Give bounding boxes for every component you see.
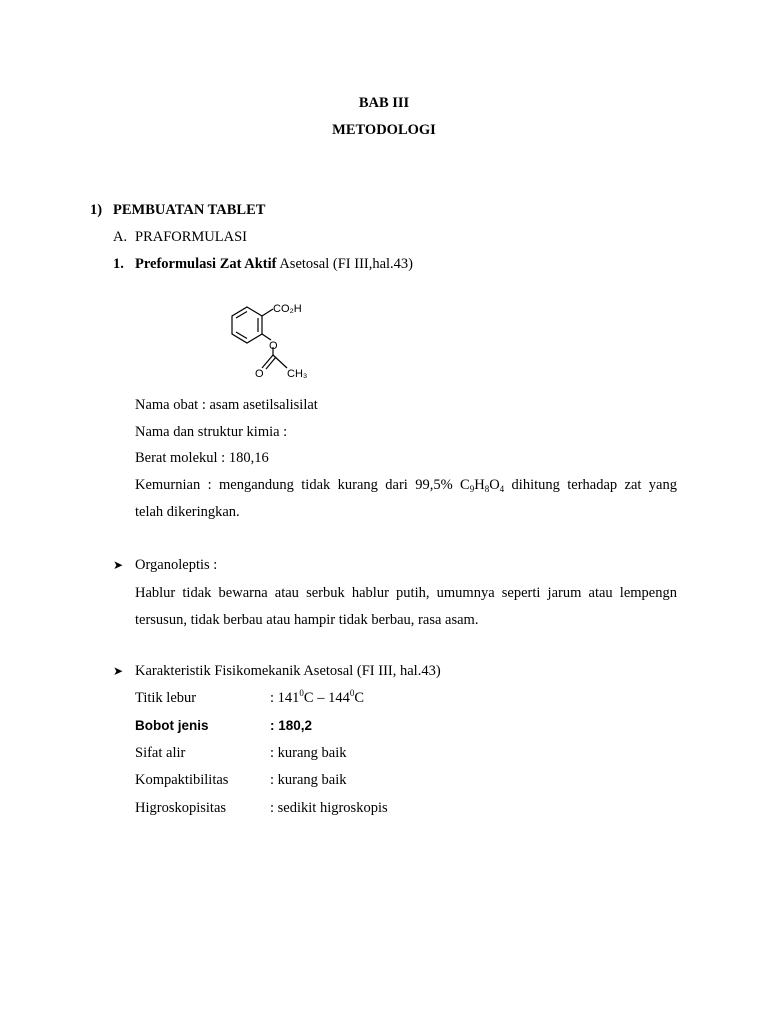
titik-value-a: : 141 xyxy=(270,690,300,706)
titik-value-c: C xyxy=(354,690,364,706)
item-heading xyxy=(135,257,413,272)
item-number: 1. xyxy=(113,256,124,272)
item-rest: Asetosal (FI III,hal.43) xyxy=(279,256,414,272)
carbonyl-oxygen-label: O xyxy=(255,368,264,380)
degree-sup: 0 xyxy=(349,688,355,698)
methyl-label: CH₃ xyxy=(287,368,308,380)
organoleptis-line2: tersusun, tidak berbau atau hampir tidak berbau, rasa asam. xyxy=(135,612,479,628)
kemurnian-line2: telah dikeringkan. xyxy=(135,504,240,520)
bobot-jenis-label: Bobot jenis xyxy=(135,718,209,733)
formula-sub-o: 4 xyxy=(499,484,505,494)
formula-sub-c: 9 xyxy=(469,484,475,494)
nama-struktur: Nama dan struktur kimia : xyxy=(135,424,288,440)
higroskopisitas-label: Higroskopisitas xyxy=(135,800,227,816)
nama-obat: Nama obat : asam asetilsalisilat xyxy=(135,397,318,413)
organoleptis-line1: Hablur tidak bewarna atau serbuk hablur putih, umumnya seperti jarum atau lempengn xyxy=(135,585,677,601)
ester-oxygen-label: O xyxy=(269,340,278,352)
titik-lebur-label: Titik lebur xyxy=(135,690,197,706)
degree-sup: 0 xyxy=(299,688,304,698)
bullet-arrow-icon: ➤ xyxy=(113,558,124,572)
kemurnian-text-end: dihitung terhadap zat yang xyxy=(504,477,677,493)
kemurnian-text: Kemurnian : mengandung tidak kurang dari 99,5% C xyxy=(135,477,470,493)
sifat-alir-value: : kurang baik xyxy=(270,745,347,761)
kompaktibilitas-value: : kurang baik xyxy=(270,772,347,788)
section-title: PEMBUATAN TABLET xyxy=(113,202,266,218)
organoleptis-heading: Organoleptis : xyxy=(135,557,218,573)
titik-lebur-value xyxy=(270,688,364,706)
subsection-title: PRAFORMULASI xyxy=(135,229,247,245)
item-bold-title: Preformulasi Zat Aktif xyxy=(135,256,277,272)
subsection-letter: A. xyxy=(113,229,128,245)
kemurnian-line1 xyxy=(135,478,677,493)
kompaktibilitas-label: Kompaktibilitas xyxy=(135,772,229,788)
titik-value-b: C – 144 xyxy=(303,690,350,706)
bullet-arrow-icon: ➤ xyxy=(113,664,124,678)
bobot-jenis-value: : 180,2 xyxy=(270,718,313,733)
formula-h: H xyxy=(474,477,485,493)
aspirin-structure xyxy=(215,295,325,385)
chapter-number: BAB III xyxy=(358,95,410,111)
section-number: 1) xyxy=(90,202,103,218)
chapter-title: METODOLOGI xyxy=(332,122,436,138)
berat-molekul: Berat molekul : 180,16 xyxy=(135,450,269,466)
carboxyl-label: CO₂H xyxy=(273,303,302,315)
higroskopisitas-value: : sedikit higroskopis xyxy=(270,800,388,816)
formula-o: O xyxy=(489,477,500,493)
sifat-alir-label: Sifat alir xyxy=(135,745,186,761)
karakteristik-heading: Karakteristik Fisikomekanik Asetosal (FI III, hal.43) xyxy=(135,663,441,679)
formula-sub-h: 8 xyxy=(484,484,490,494)
